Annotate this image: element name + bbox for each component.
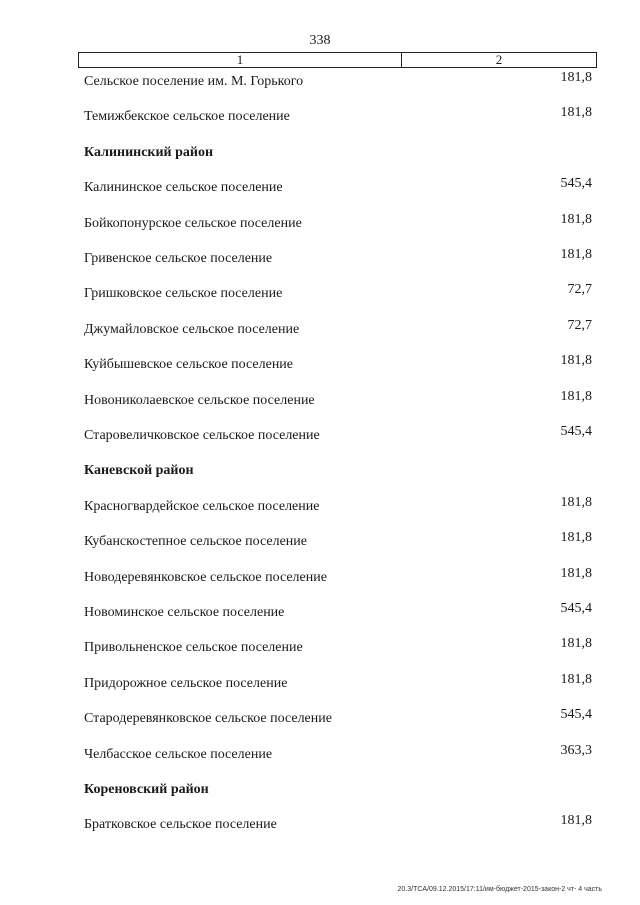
amount-value: 181,8 <box>560 247 592 262</box>
settlement-name: Братковское сельское поселение <box>84 817 277 833</box>
table-row <box>0 601 640 625</box>
settlement-name: Кубанскостепное сельское поселение <box>84 534 307 550</box>
amount-value: 181,8 <box>560 353 592 369</box>
settlement-name: Новониколаевское сельское поселение <box>84 392 315 408</box>
settlement-name: Придорожное сельское поселение <box>84 675 288 691</box>
settlement-name: Джумайловское сельское поселение <box>84 321 300 337</box>
settlement-name: Сельское поселение им. М. Горького <box>84 74 304 89</box>
district-heading: Калининский район <box>84 144 214 160</box>
district-heading-row <box>0 145 640 165</box>
amount-value: 181,8 <box>560 494 592 510</box>
amount-value: 363,3 <box>560 742 592 758</box>
table-row <box>0 70 640 94</box>
settlement-name: Бойкопонурское сельское поселение <box>84 215 302 231</box>
table-row <box>0 247 640 271</box>
amount-value: 181,8 <box>560 636 592 652</box>
amount-value: 181,8 <box>560 565 592 581</box>
amount-value: 181,8 <box>560 388 592 404</box>
table-row <box>0 671 640 696</box>
table-row <box>0 494 640 519</box>
settlement-name: Челбасское сельское поселение <box>84 746 273 762</box>
settlement-name: Стародеревянковское сельское поселение <box>84 711 332 727</box>
amount-value: 181,8 <box>560 211 592 227</box>
district-heading: Каневской район <box>84 463 194 479</box>
amount-value: 181,8 <box>560 530 592 546</box>
amount-value: 181,8 <box>560 671 592 687</box>
settlement-name: Гришковское сельское поселение <box>84 286 283 302</box>
table-row <box>0 388 640 413</box>
column-header-row <box>78 52 597 68</box>
settlement-name: Новоминское сельское поселение <box>84 605 285 620</box>
settlement-name: Новодеревянковское сельское поселение <box>84 569 327 585</box>
table-row <box>0 813 640 837</box>
table-row <box>0 105 640 129</box>
district-heading-row <box>0 782 640 802</box>
table-row <box>0 176 640 200</box>
amount-value: 72,7 <box>567 282 592 298</box>
table-row <box>0 353 640 377</box>
settlement-name: Куйбышевское сельское поселение <box>84 357 294 373</box>
column-header-2: 2 <box>495 52 503 67</box>
settlement-name: Привольненское сельское поселение <box>84 640 303 656</box>
amount-value: 545,4 <box>560 601 592 616</box>
table-row <box>0 636 640 660</box>
settlement-name: Калининское сельское поселение <box>84 180 283 196</box>
amount-value: 72,7 <box>567 317 592 333</box>
amount-value: 545,4 <box>560 176 592 192</box>
settlement-name: Красногвардейское сельское поселение <box>84 498 320 514</box>
table-row <box>0 282 640 306</box>
settlement-name: Старовеличковское сельское поселение <box>84 428 320 443</box>
district-heading-row <box>0 463 640 483</box>
table-row <box>0 530 640 554</box>
amount-value: 181,8 <box>560 70 592 85</box>
settlement-name: Темижбекское сельское поселение <box>84 109 290 125</box>
settlement-name: Гривенское сельское поселение <box>84 251 273 266</box>
amount-value: 181,8 <box>560 813 592 829</box>
page-number: 338 <box>309 33 331 48</box>
footer-code: 20.3/TCA/09.12.2015/17:11/им-бюджет-2015-закон-2 чт- 4 часть <box>397 886 602 893</box>
table-row <box>0 565 640 590</box>
column-header-1: 1 <box>79 53 402 67</box>
table-row <box>0 211 640 236</box>
table-row <box>0 742 640 767</box>
amount-value: 545,4 <box>560 424 592 439</box>
table-row <box>0 424 640 448</box>
amount-value: 545,4 <box>560 707 592 723</box>
table-row <box>0 317 640 342</box>
table-row <box>0 707 640 731</box>
amount-value: 181,8 <box>560 105 592 121</box>
district-heading: Кореновский район <box>84 782 209 797</box>
